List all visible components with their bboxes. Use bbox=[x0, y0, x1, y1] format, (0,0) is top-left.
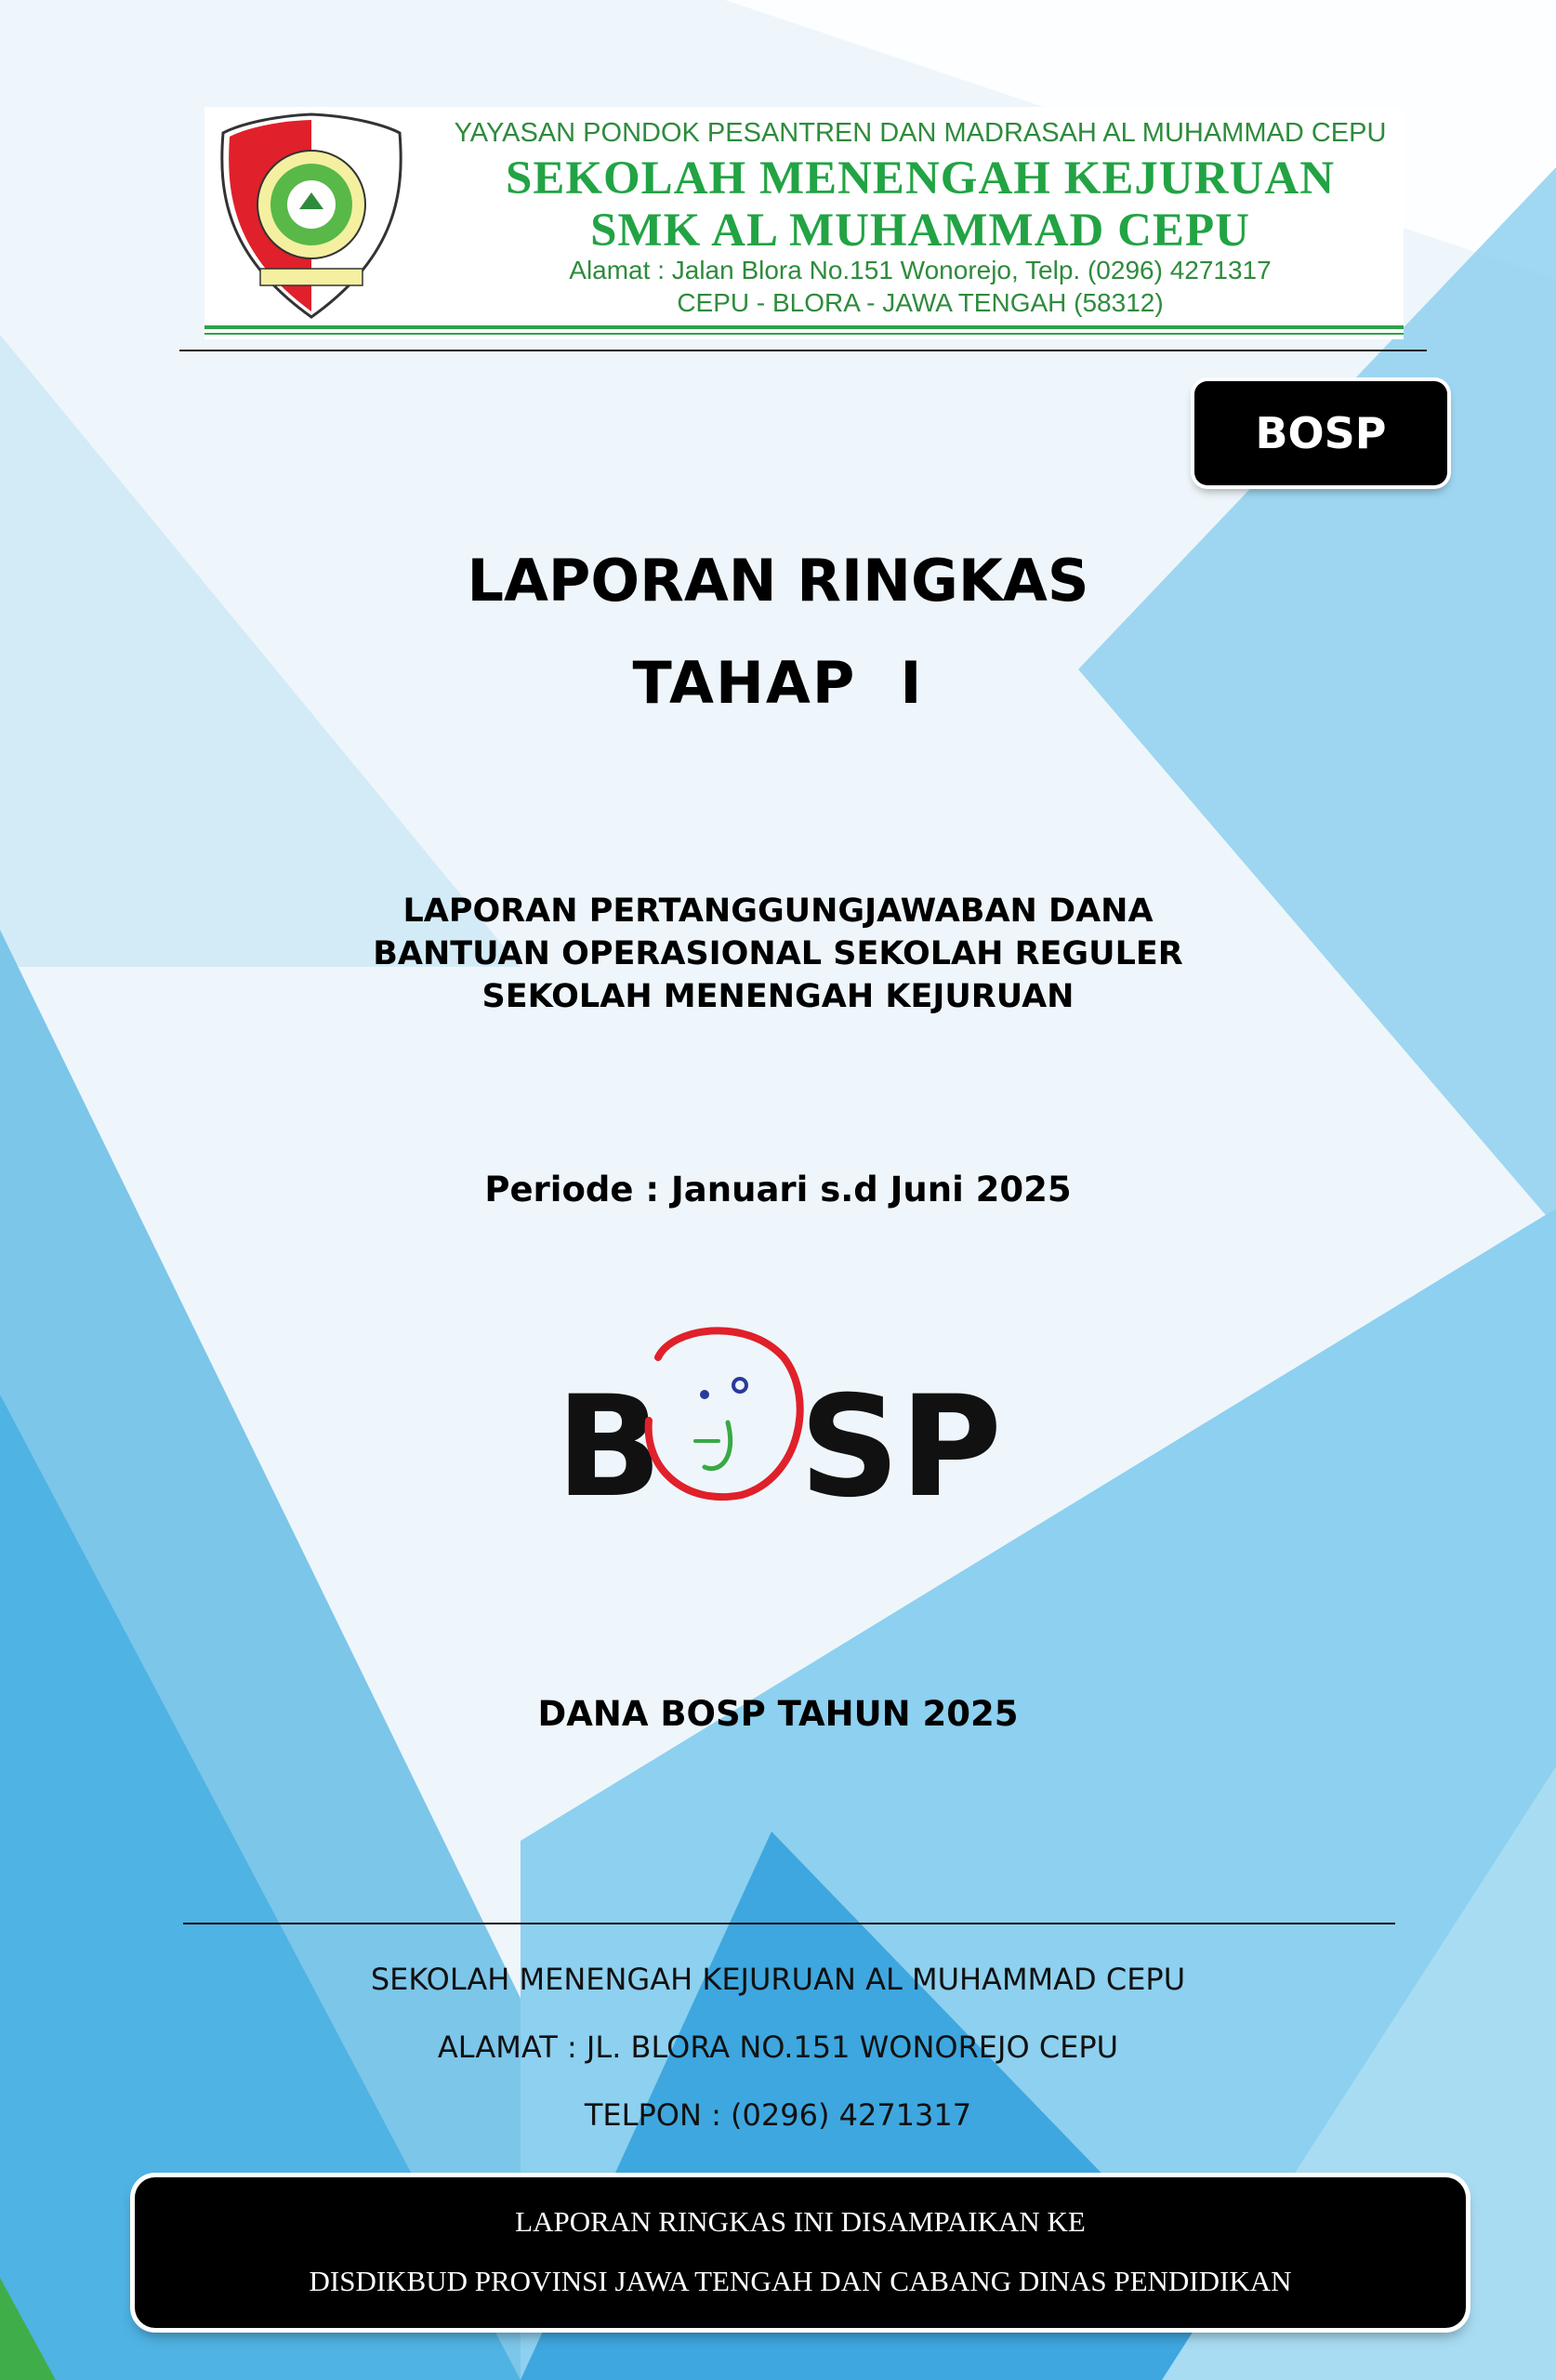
footer-address: ALAMAT : JL. BLORA NO.151 WONOREJO CEPU bbox=[437, 2030, 1119, 2065]
report-title: LAPORAN RINGKAS bbox=[467, 547, 1089, 615]
school-type: SEKOLAH MENENGAH KEJURUAN bbox=[505, 152, 1336, 205]
footer-school-name: SEKOLAH MENENGAH KEJURUAN AL MUHAMMAD CEPU bbox=[370, 1962, 1186, 1997]
report-period: Periode : Januari s.d Juni 2025 bbox=[484, 1170, 1072, 1210]
subtitle-line-3: SEKOLAH MENENGAH KEJURUAN bbox=[481, 978, 1075, 1015]
bosp-logo bbox=[556, 1320, 1021, 1525]
subtitle-line-1: LAPORAN PERTANGGUNGJAWABAN DANA bbox=[402, 892, 1154, 930]
fund-year: DANA BOSP TAHUN 2025 bbox=[537, 1694, 1019, 1734]
subtitle-line-2: BANTUAN OPERASIONAL SEKOLAH REGULER bbox=[373, 935, 1183, 972]
notice-line-2: DISDIKBUD PROVINSI JAWA TENGAH DAN CABANG DINAS PENDIDIKAN bbox=[309, 2265, 1292, 2297]
letterhead-address: Alamat : Jalan Blora No.151 Wonorejo, Telp. (0296) 4271317 bbox=[569, 256, 1272, 284]
notice-line-1: LAPORAN RINGKAS INI DISAMPAIKAN KE bbox=[515, 2205, 1086, 2238]
header-divider bbox=[179, 350, 1427, 351]
bosp-logo-letter-b: B bbox=[556, 1367, 663, 1525]
school-name: SMK AL MUHAMMAD CEPU bbox=[590, 205, 1250, 257]
school-crest-logo bbox=[214, 107, 409, 323]
footer-divider bbox=[183, 1923, 1395, 1924]
report-stage: TAHAP I bbox=[632, 649, 924, 717]
letterhead-rule-thin bbox=[204, 333, 1404, 335]
bosp-logo-letters-sp: SP bbox=[799, 1367, 1002, 1525]
footer-phone: TELPON : (0296) 4271317 bbox=[584, 2097, 972, 2133]
bosp-logo-smile bbox=[705, 1422, 731, 1469]
bosp-tag-badge: BOSP bbox=[1194, 381, 1447, 485]
bosp-logo-circle bbox=[649, 1330, 800, 1497]
letterhead-rule bbox=[204, 325, 1404, 329]
submission-notice-box bbox=[135, 2177, 1466, 2328]
letterhead bbox=[204, 107, 1404, 339]
letterhead-city: CEPU - BLORA - JAWA TENGAH (58312) bbox=[677, 288, 1164, 317]
foundation-name: YAYASAN PONDOK PESANTREN DAN MADRASAH AL MUHAMMAD CEPU bbox=[454, 118, 1387, 148]
